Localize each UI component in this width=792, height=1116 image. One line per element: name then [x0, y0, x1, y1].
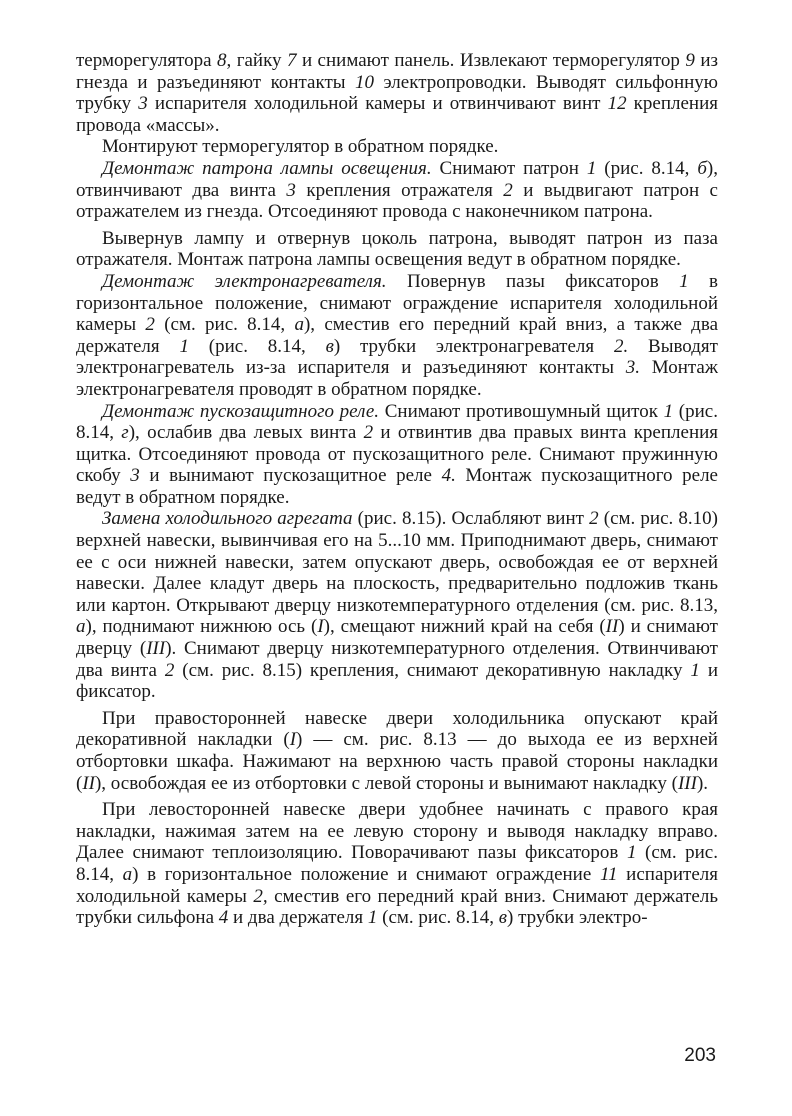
section-heading: Демонтаж электронагревателя. [102, 270, 387, 292]
paragraph-lamp-socket-removal: Демонтаж патрона лампы освещения. Снимают патрон 1 (рис. 8.14, б), отвинчивают два винта 3 крепления отражателя 2 и выдвигают патрон с отражателем из гнезда. Отсоединяют провода с наконечником патрона. [76, 157, 718, 223]
paragraph-thermostat-mounting: Монтируют терморегулятор в обратном порядке. [102, 136, 499, 158]
paragraph-lamp-socket-mounting: Вывернув лампу и отвернув цоколь патрона, выводят патрон из паза отражателя. Монтаж патрона лампы освещения ведут в обратном порядке. [76, 227, 718, 271]
page-number: 203 [684, 1045, 716, 1066]
body-text [76, 50, 718, 929]
paragraph-relay-removal: Демонтаж пускозащитного реле. Снимают противошумный щиток 1 (рис. 8.14, г), ослабив два левых винта 2 и отвинтив два правых винта крепления щитка. Отсоединяют провода от пускозащитного реле. Снимают пружинную скобу 3 и вынимают пускозащитное реле 4. Монтаж пускозащитного реле ведут в обратном порядке. [76, 400, 719, 508]
paragraph-heater-removal: Демонтаж электронагревателя. Повернув пазы фиксаторов 1 в горизонтальное положение, снимают ограждение испарителя холодильной камеры 2 (см. рис. 8.14, а), сместив его передний край вниз, а также два держателя 1 (рис. 8.14, в) трубки электронагревателя 2. Выводят электронагреватель из-за испарителя и разъединяют контакты 3. Монтаж электронагревателя проводят в обратном порядке. [76, 270, 718, 400]
section-heading: Замена холодильного агрегата [102, 508, 353, 530]
paragraph-right-hinged-door: При правосторонней навеске двери холодильника опускают край декоративной накладки (I) — см. рис. 8.13 — до выхода ее из верхней отбортовки шкафа. Нажимают на верхнюю часть правой стороны накладки (II), освобождая ее из отбортовки с левой стороны и вынимают накладку (III). [76, 707, 718, 794]
paragraph-left-hinged-door: При левосторонней навеске двери удобнее начинать с правого края накладки, нажимая затем на ее левую сторону и выводя накладку вправо. Далее снимают теплоизоляцию. Поворачивают пазы фиксаторов 1 (см. рис. 8.14, а) в горизонтальное положение и снимают ограждение 11 испарителя холодильной камеры 2, сместив его передний край вниз. Снимают держатель трубки сильфона 4 и два держателя 1 (см. рис. 8.14, в) трубки электро- [76, 799, 719, 929]
section-heading: Демонтаж пускозащитного реле. [102, 400, 380, 422]
paragraph-thermostat-removal: терморегулятора 8, гайку 7 и снимают панель. Извлекают терморегулятор 9 из гнезда и разъединяют контакты 10 электропроводки. Выводят сильфонную трубку 3 испарителя холодильной камеры и отвинчивают винт 12 крепления провода «массы». [76, 50, 718, 136]
section-heading: Демонтаж патрона лампы освещения. [102, 157, 432, 179]
paragraph-refrigeration-unit-replacement: Замена холодильного агрегата (рис. 8.15). Ослабляют винт 2 (см. рис. 8.10) верхней навески, вывинчивая его на 5...10 мм. Приподнимают дверь, снимают ее с оси нижней навески, затем опускают дверь, освобождая ее от верхней навески. Далее кладут дверь на плоскость, предварительно подложив ткань или картон. Открывают дверцу низкотемпературного отделения (см. рис. 8.13, а), поднимают нижнюю ось (I), смещают нижний край на себя (II) и снимают дверцу (III). Снимают дверцу низкотемпературного отделения. Отвинчивают два винта 2 (см. рис. 8.15) крепления, снимают декоративную накладку 1 и фиксатор. [76, 508, 718, 703]
